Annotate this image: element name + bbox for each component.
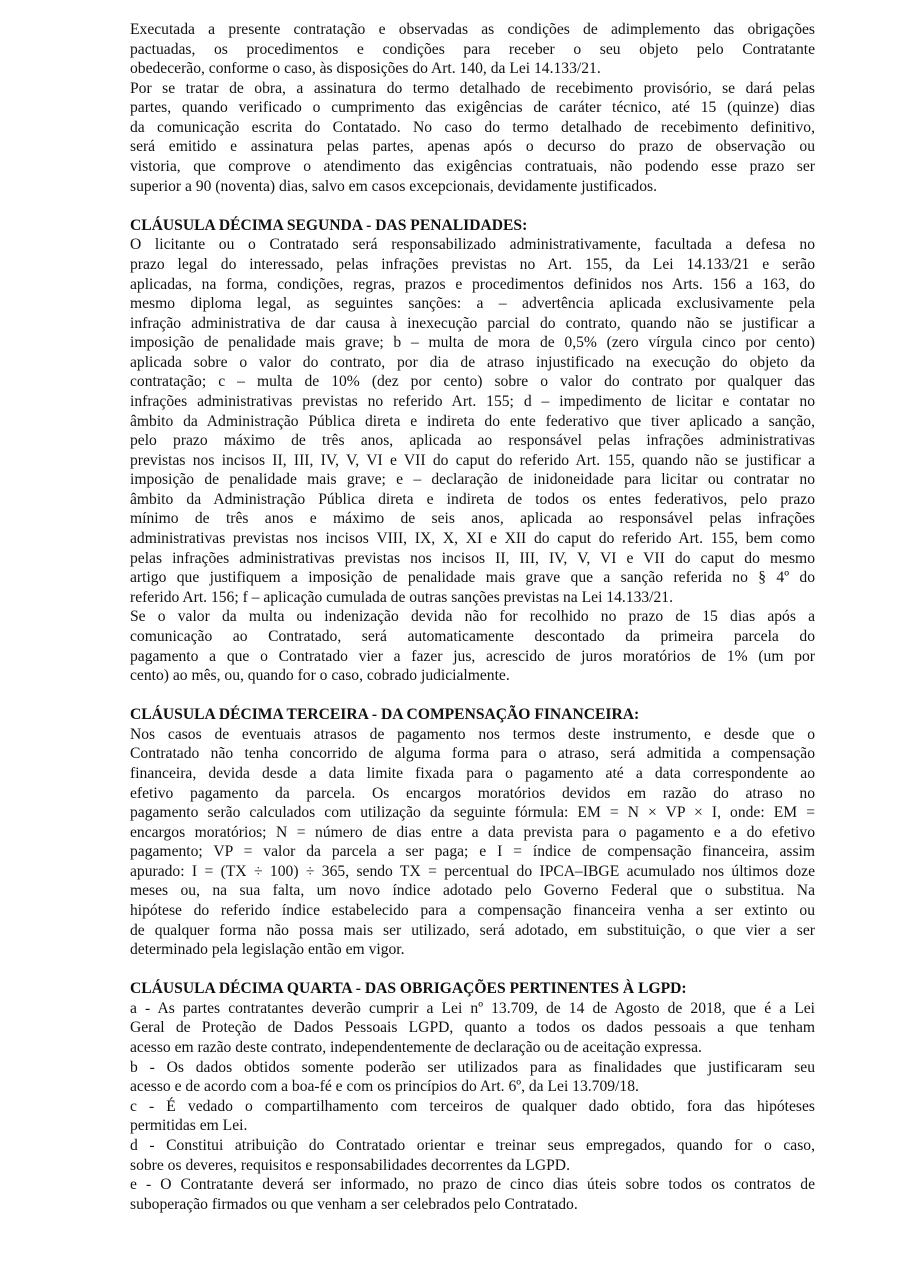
text-line: apurado: I = (TX ÷ 100) ÷ 365, sendo TX = percentual do IPCA–IBGE acumulado nos últimos doze [130,862,815,880]
text-line: comunicação ao Contratado, será automaticamente descontado da primeira parcela do [130,627,815,645]
paragraph [130,999,815,1058]
text-line: âmbito da Administração Pública direta e indireta de todos os entes federativos, pelo prazo [130,490,815,508]
text-line: âmbito da Administração Pública direta e indireta do ente federativo que tiver aplicado a sanção, [130,412,815,430]
text-line: d - Constitui atribuição do Contratado orientar e treinar seus empregados, quando for o caso, [130,1136,815,1154]
text-line: contratação; c – multa de 10% (dez por cento) sobre o valor do contrato por qualquer das [130,373,815,391]
text-line: Contratado não tenha concorrido de alguma forma para o atraso, será admitida a compensação [130,745,815,763]
text-line: pactuadas, os procedimentos e condições para receber o seu objeto pelo Contratante [130,40,815,58]
text-line: obedecerão, conforme o caso, às disposições do Art. 140, da Lei 14.133/21. [130,60,601,78]
text-line: pagamento a que o Contratado vier a fazer jus, acrescido de juros moratórios de 1% (um por [130,647,815,665]
text-line: Executada a presente contratação e observadas as condições de adimplemento das obrigações [130,21,815,38]
text-line: acesso em razão deste contrato, independentemente de declaração ou de aceitação expressa. [130,1039,702,1057]
text-line: previstas nos incisos II, III, IV, V, VI e VII do caput do referido Art. 155, quando não se justificar a [130,451,815,469]
text-line: pagamento; VP = valor da parcela a ser paga; e I = índice de compensação financeira, assim [130,843,815,861]
text-line: vistoria, que comprove o atendimento das exigências contratuais, não podendo esse prazo ser [130,158,815,176]
text-line: Se o valor da multa ou indenização devida não for recolhido no prazo de 15 dias após a [130,608,815,626]
text-line: hipótese do referido índice estabelecido para a compensação financeira venha a ser extinto ou [130,902,815,920]
document-page [130,20,815,1214]
text-line: administrativas previstas nos incisos VIII, IX, X, XI e XII do caput do referido Art. 155, bem como [130,530,815,548]
paragraph [130,1058,815,1097]
text-line: permitidas em Lei. [130,1117,248,1135]
text-line: prazo legal do interessado, pelas infrações previstas no Art. 155, da Lei 14.133/21 e serão [130,255,815,273]
text-line: a - As partes contratantes deverão cumprir a Lei nº 13.709, de 14 de Agosto de 2018, que é a Lei [130,999,815,1017]
paragraph [130,20,815,79]
text-line: artigo que justifiquem a imposição de penalidade mais grave que a sanção referida no § 4º do [130,569,815,587]
text-line: infrações administrativas previstas no referido Art. 155; d – impedimento de licitar e contatar no [130,392,815,410]
text-line: b - Os dados obtidos somente poderão ser utilizados para as finalidades que justificaram seu [130,1058,815,1076]
text-line: meses ou, na sua falta, um novo índice adotado pelo Governo Federal que o substitua. Na [130,882,815,900]
text-line: cento) ao mês, ou, quando for o caso, cobrado judicialmente. [130,667,510,685]
text-line: Por se tratar de obra, a assinatura do termo detalhado de recebimento provisório, se dará pelas [130,79,815,97]
text-line: será emitido e assinatura pelas partes, apenas após o decurso do prazo de observação ou [130,138,815,156]
paragraph [130,1175,815,1214]
section-spacer [130,686,815,706]
text-line: Geral de Proteção de Dados Pessoais LGPD, quanto a todos os dados pessoais a que tenham [130,1019,815,1037]
text-line: mínimo de três anos e máximo de seis anos, aplicada ao responsável pelas infrações [130,510,815,528]
clause-section [130,196,815,685]
clause-heading: CLÁUSULA DÉCIMA SEGUNDA - DAS PENALIDADES: [130,216,528,234]
text-line: aplicadas, na forma, condições, regras, prazos e procedimentos definidos nos Arts. 156 a 163, do [130,275,815,293]
section-spacer [130,196,815,216]
text-line: infração administrativa de dar causa à inexecução parcial do contrato, quando não se justificar a [130,314,815,332]
text-line: encargos moratórios; N = número de dias entre a data prevista para o pagamento e a do efetivo [130,823,815,841]
text-line: financeira, devida desde a data limite fixada para o pagamento até a data correspondente ao [130,764,815,782]
text-line: pagamento serão calculados com utilização da seguinte fórmula: EM = N × VP × I, onde: EM = [130,804,815,822]
clause-section [130,686,815,960]
text-line: pelas infrações administrativas previstas nos incisos II, III, IV, V, VI e VII do caput do mesmo [130,549,815,567]
paragraph [130,235,815,607]
paragraph [130,607,815,685]
paragraph [130,725,815,960]
text-line: efetivo pagamento da parcela. Os encargos moratórios devidos em razão do atraso no [130,784,815,802]
text-line: de qualquer forma não possa mais ser utilizado, será adotado, em substituição, o que vier a ser [130,921,815,939]
text-line: referido Art. 156; f – aplicação cumulada de outras sanções previstas na Lei 14.133/21. [130,588,674,606]
paragraph [130,79,815,196]
text-line: superior a 90 (noventa) dias, salvo em casos excepcionais, devidamente justificados. [130,177,657,195]
text-line: suboperação firmados ou que venham a ser celebrados pelo Contratado. [130,1195,578,1213]
text-line: e - O Contratante deverá ser informado, no prazo de cinco dias úteis sobre todos os contratos de [130,1176,815,1194]
clause-section [130,20,815,196]
text-line: imposição de penalidade mais grave; e – declaração de inidoneidade para licitar ou contratar no [130,471,815,489]
paragraph [130,1097,815,1136]
clause-section [130,960,815,1215]
text-line: Nos casos de eventuais atrasos de pagamento nos termos deste instrumento, e desde que o [130,725,815,743]
text-line: partes, quando verificado o cumprimento das exigências de caráter técnico, até 15 (quinze) dias [130,99,815,117]
text-line: c - É vedado o compartilhamento com terceiros de qualquer dado obtido, fora das hipóteses [130,1097,815,1115]
section-spacer [130,960,815,980]
text-line: O licitante ou o Contratado será responsabilizado administrativamente, facultada a defesa no [130,236,815,254]
clause-heading: CLÁUSULA DÉCIMA TERCEIRA - DA COMPENSAÇÃO FINANCEIRA: [130,706,640,724]
text-line: da comunicação escrita do Contatado. No caso do termo detalhado de recebimento definitivo, [130,118,815,136]
text-line: imposição de penalidade mais grave; b – multa de mora de 0,5% (zero vírgula cinco por cento) [130,334,815,352]
text-line: pelo prazo máximo de três anos, aplicada ao responsável pelas infrações administrativas [130,432,815,450]
text-line: determinado pela legislação então em vigor. [130,941,405,959]
text-line: mesmo diploma legal, as seguintes sanções: a – advertência aplicada exclusivamente pela [130,295,815,313]
paragraph [130,1136,815,1175]
text-line: aplicada sobre o valor do contrato, por dia de atraso injustificado na execução do objeto da [130,353,815,371]
text-line: acesso e de acordo com a boa-fé e com os princípios do Art. 6º, da Lei 13.709/18. [130,1078,639,1096]
clause-heading: CLÁUSULA DÉCIMA QUARTA - DAS OBRIGAÇÕES PERTINENTES À LGPD: [130,980,687,998]
text-line: sobre os deveres, requisitos e responsabilidades decorrentes da LGPD. [130,1156,570,1174]
